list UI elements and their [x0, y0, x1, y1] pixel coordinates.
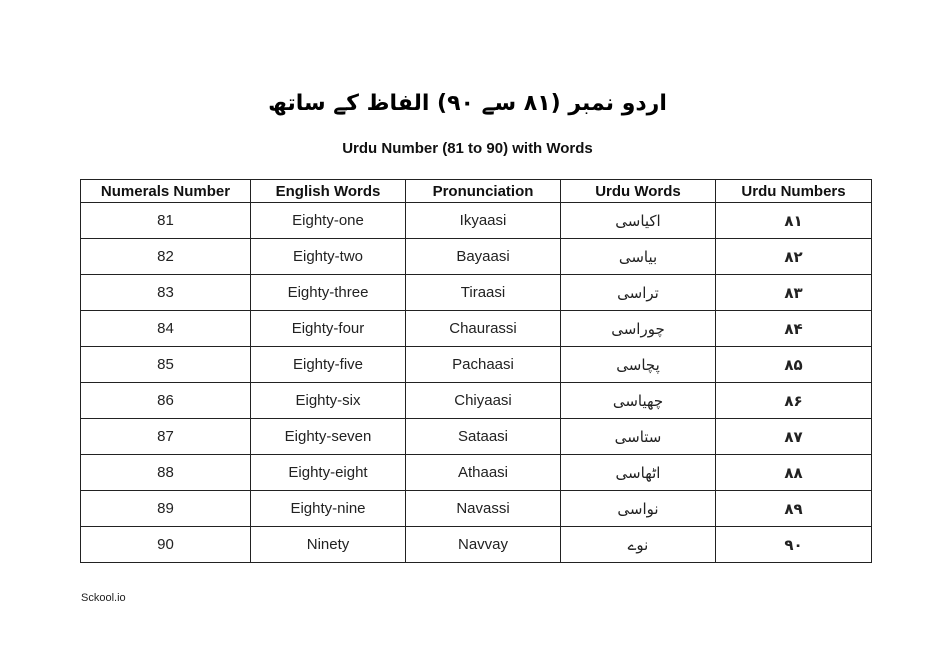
cell-urdu-word: تراسی: [561, 275, 716, 311]
urdu-page-title: اردو نمبر (۸۱ سے ۹۰) الفاظ کے ساتھ: [268, 91, 667, 116]
cell-urdu-number: ۸۷: [716, 419, 872, 455]
cell-pronunciation: Tiraasi: [406, 275, 561, 311]
cell-numeral: 82: [81, 239, 251, 275]
table-row: [81, 527, 872, 563]
table-row: [81, 275, 872, 311]
cell-pronunciation: Chiyaasi: [406, 383, 561, 419]
cell-numeral: 86: [81, 383, 251, 419]
cell-urdu-word: بیاسی: [561, 239, 716, 275]
footer-brand: Sckool.io: [81, 592, 126, 604]
cell-numeral: 89: [81, 491, 251, 527]
cell-urdu-word: پچاسی: [561, 347, 716, 383]
cell-english: Eighty-two: [251, 239, 406, 275]
cell-english: Eighty-five: [251, 347, 406, 383]
table-row: [81, 347, 872, 383]
cell-english: Eighty-seven: [251, 419, 406, 455]
table-row: [81, 455, 872, 491]
cell-urdu-number: ۸۶: [716, 383, 872, 419]
cell-english: Eighty-nine: [251, 491, 406, 527]
cell-urdu-word: اٹھاسی: [561, 455, 716, 491]
table-row: [81, 311, 872, 347]
cell-urdu-number: ۹۰: [716, 527, 872, 563]
table-row: [81, 239, 872, 275]
cell-urdu-word: نوے: [561, 527, 716, 563]
cell-english: Eighty-one: [251, 203, 406, 239]
cell-numeral: 84: [81, 311, 251, 347]
cell-pronunciation: Navassi: [406, 491, 561, 527]
cell-numeral: 81: [81, 203, 251, 239]
table-row: [81, 203, 872, 239]
english-page-title: Urdu Number (81 to 90) with Words: [342, 140, 593, 157]
table-row: [81, 419, 872, 455]
cell-urdu-number: ۸۸: [716, 455, 872, 491]
cell-pronunciation: Navvay: [406, 527, 561, 563]
cell-pronunciation: Pachaasi: [406, 347, 561, 383]
table-header-row: [81, 180, 872, 203]
cell-pronunciation: Bayaasi: [406, 239, 561, 275]
cell-urdu-number: ۸۱: [716, 203, 872, 239]
cell-urdu-number: ۸۲: [716, 239, 872, 275]
header-urdu-numbers: Urdu Numbers: [716, 180, 872, 203]
cell-english: Eighty-six: [251, 383, 406, 419]
cell-urdu-word: نواسی: [561, 491, 716, 527]
cell-numeral: 90: [81, 527, 251, 563]
header-numerals-number: Numerals Number: [81, 180, 251, 203]
cell-numeral: 83: [81, 275, 251, 311]
cell-pronunciation: Athaasi: [406, 455, 561, 491]
cell-pronunciation: Ikyaasi: [406, 203, 561, 239]
cell-urdu-word: ستاسی: [561, 419, 716, 455]
header-pronunciation: Pronunciation: [406, 180, 561, 203]
cell-urdu-number: ۸۴: [716, 311, 872, 347]
cell-numeral: 88: [81, 455, 251, 491]
cell-english: Eighty-eight: [251, 455, 406, 491]
cell-pronunciation: Sataasi: [406, 419, 561, 455]
cell-english: Ninety: [251, 527, 406, 563]
cell-urdu-word: اکیاسی: [561, 203, 716, 239]
urdu-numbers-table: [80, 179, 872, 563]
cell-pronunciation: Chaurassi: [406, 311, 561, 347]
header-english-words: English Words: [251, 180, 406, 203]
cell-urdu-word: چوراسی: [561, 311, 716, 347]
header-urdu-words: Urdu Words: [561, 180, 716, 203]
cell-numeral: 87: [81, 419, 251, 455]
cell-urdu-number: ۸۳: [716, 275, 872, 311]
table-row: [81, 491, 872, 527]
cell-english: Eighty-three: [251, 275, 406, 311]
cell-urdu-number: ۸۵: [716, 347, 872, 383]
cell-urdu-number: ۸۹: [716, 491, 872, 527]
table-row: [81, 383, 872, 419]
cell-numeral: 85: [81, 347, 251, 383]
cell-urdu-word: چھیاسی: [561, 383, 716, 419]
cell-english: Eighty-four: [251, 311, 406, 347]
